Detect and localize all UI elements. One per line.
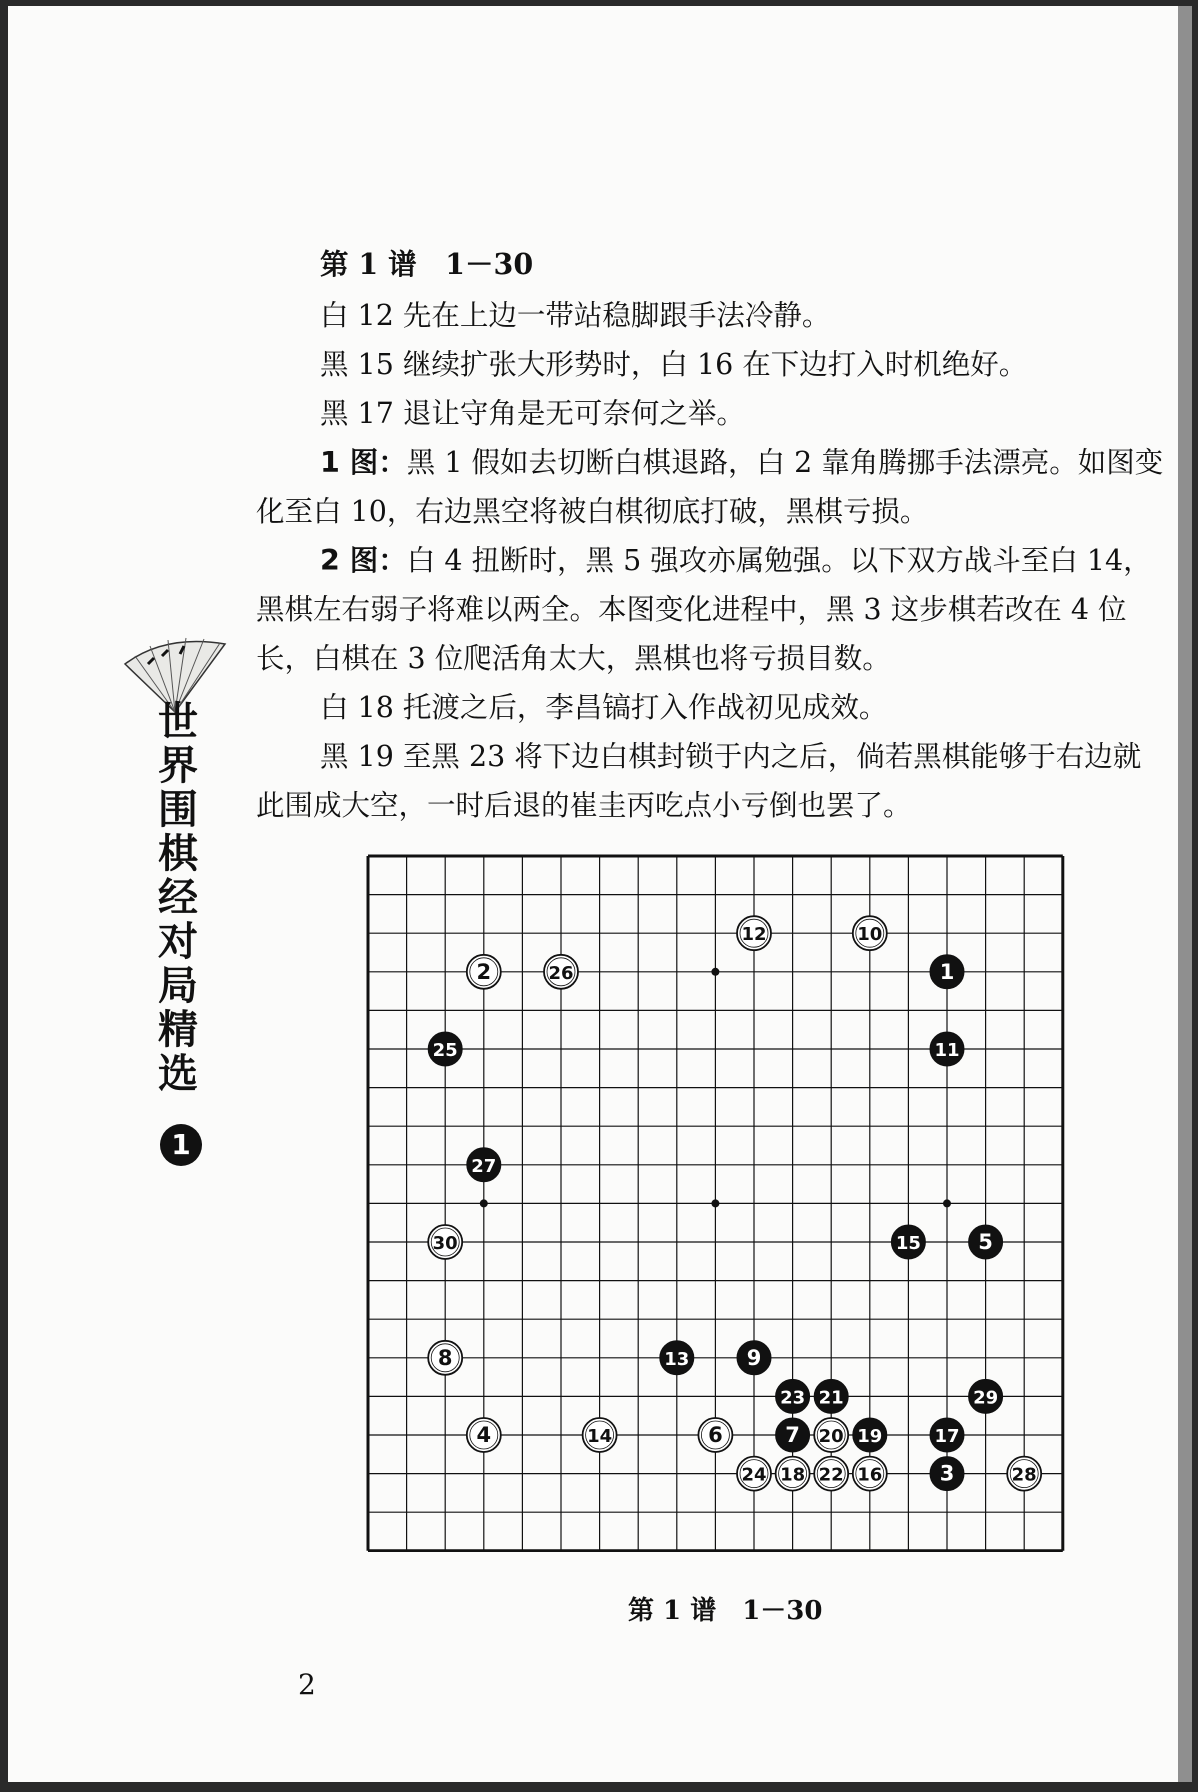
white-stone-14 [583,1418,617,1452]
figure-1-text: 黑 1 假如去切断白棋退路，白 2 靠角腾挪手法漂亮。如图变化至白 10，右边黑空将被白棋彻底打破，黑棋亏损。 [256,446,1164,528]
series-title-char: 精 [158,1006,198,1053]
move-number: 5 [978,1230,993,1254]
star-point [480,1199,488,1207]
diagram-caption: 第 1 谱 1－30 [628,1596,823,1626]
move-number: 28 [1011,1464,1037,1486]
black-stone-9 [737,1341,771,1375]
move-number: 25 [432,1040,458,1061]
move-number: 21 [818,1387,844,1409]
move-number: 22 [818,1464,844,1486]
white-stone-22 [814,1457,848,1491]
black-stone-5 [969,1225,1003,1259]
move-number: 4 [476,1423,492,1447]
figure-1-label: 1 图： [320,446,407,479]
black-stone-3 [930,1457,964,1491]
move-number: 18 [780,1464,806,1486]
black-stone-13 [660,1341,694,1375]
page-number: 2 [298,1668,316,1701]
white-stone-16 [853,1457,887,1491]
move-number: 1 [939,959,955,984]
series-title-char: 局 [158,962,198,1009]
series-title-char: 世 [158,698,198,745]
figure-2-label: 2 图： [320,544,407,577]
commentary-text [256,240,1166,830]
move-number: 20 [818,1426,844,1447]
move-number: 29 [973,1387,999,1409]
star-point [711,968,719,976]
move-number: 14 [587,1426,613,1447]
series-title-char: 经 [158,874,198,921]
move-number: 27 [471,1155,497,1177]
black-stone-17 [930,1418,964,1452]
black-stone-27 [467,1148,501,1182]
white-stone-6 [698,1418,732,1452]
move-number: 30 [432,1233,458,1254]
move-number: 6 [708,1423,723,1447]
white-stone-10 [853,916,887,950]
diagram-title: 第 1 谱 1－30 [320,247,534,281]
move-number: 12 [741,924,767,946]
move-number: 10 [857,924,883,946]
figure-2-text: 白 4 扭断时，黑 5 强攻亦属勉强。以下双方战斗至白 14，黑棋左右弱子将难以两全。本图变化进程中，黑 3 这步棋若改在 4 位长，白棋在 3 位爬活角太大，黑棋也将亏损目数。 [256,544,1152,675]
move-number: 19 [857,1426,883,1447]
move-number: 8 [437,1345,453,1370]
move-number: 3 [939,1461,955,1486]
white-stone-30 [428,1225,462,1259]
move-number: 24 [741,1464,767,1486]
series-title-char: 棋 [158,830,198,877]
paragraph: 白 18 托渡之后，李昌镐打入作战初见成效。 [320,691,888,724]
black-stone-11 [930,1032,964,1066]
white-stone-20 [814,1418,848,1452]
black-stone-23 [776,1379,810,1413]
series-title-char: 围 [158,786,198,833]
move-number: 11 [934,1040,960,1061]
black-stone-15 [891,1225,925,1259]
go-board [364,852,1070,1552]
series-title-char: 界 [158,742,198,789]
move-number: 2 [476,959,492,984]
move-number: 15 [895,1233,921,1254]
black-stone-1 [930,955,964,989]
volume-badge: 1 [160,1124,202,1166]
move-number: 9 [746,1345,762,1370]
white-stone-12 [737,916,771,950]
paragraph: 黑 15 继续扩张大形势时，白 16 在下边打入时机绝好。 [320,348,1028,381]
series-title-char: 选 [158,1050,198,1097]
star-point [711,1199,719,1207]
move-number: 16 [857,1464,883,1486]
move-number: 13 [664,1348,690,1370]
book-page [8,6,1192,1782]
star-point [943,1199,951,1207]
figure-1-note [256,438,1166,536]
white-stone-28 [1007,1457,1041,1491]
series-title [158,700,198,1096]
white-stone-18 [776,1457,810,1491]
move-number: 17 [934,1426,960,1447]
white-stone-24 [737,1457,771,1491]
black-stone-7 [776,1418,810,1452]
white-stone-26 [544,955,578,989]
go-board-diagram [364,852,1070,1552]
black-stone-25 [428,1032,462,1066]
black-stone-21 [814,1379,848,1413]
move-number: 23 [780,1387,806,1409]
paragraph: 黑 19 至黑 23 将下边白棋封锁于内之后，倘若黑棋能够于右边就此围成大空，一时后退的崔圭丙吃点小亏倒也罢了。 [256,740,1142,822]
paragraph: 黑 17 退让守角是无可奈何之举。 [320,397,745,430]
black-stone-19 [853,1418,887,1452]
white-stone-8 [428,1341,462,1375]
white-stone-2 [467,955,501,989]
paragraph: 白 12 先在上边一带站稳脚跟手法冷静。 [320,299,831,332]
black-stone-29 [969,1379,1003,1413]
white-stone-4 [467,1418,501,1452]
move-number: 7 [785,1423,800,1447]
series-title-char: 对 [158,918,198,965]
move-number: 26 [548,962,574,984]
figure-2-note [256,536,1166,683]
